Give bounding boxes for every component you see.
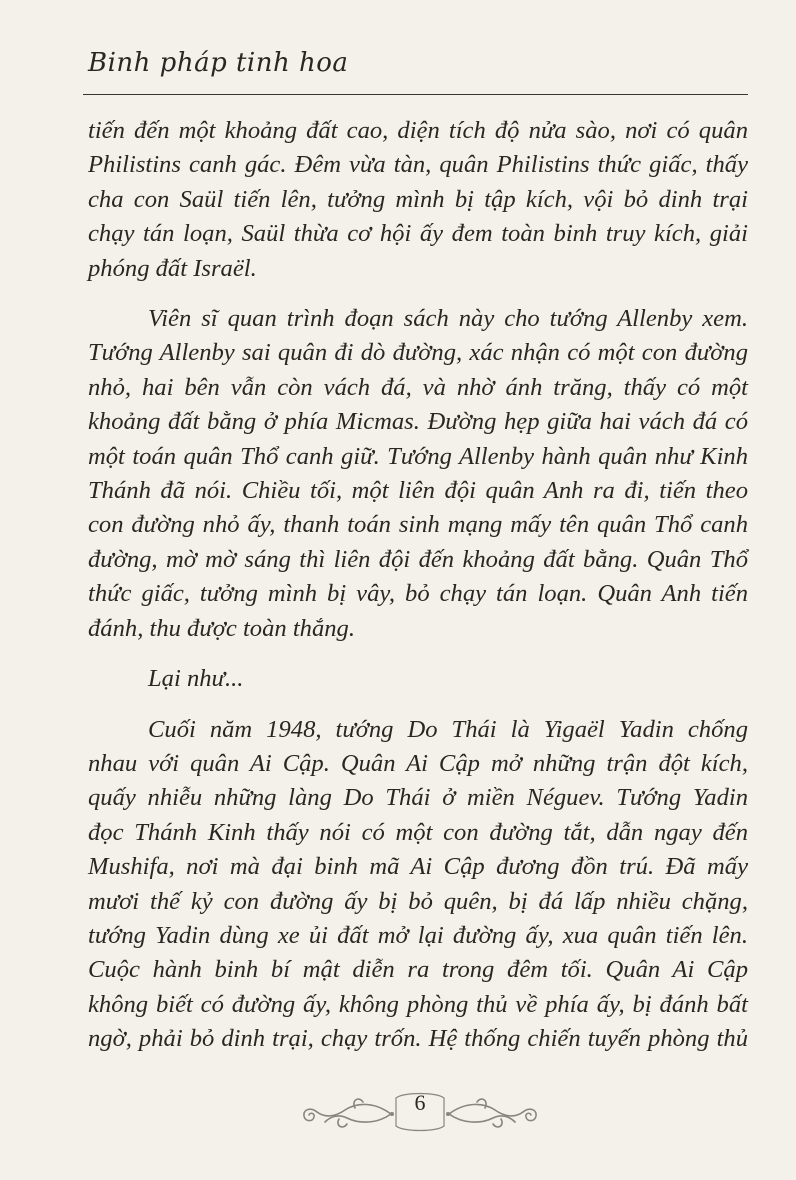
text-line: Tướng Allenby sai quân đi dò đường, xác nhận có một con đường — [88, 339, 748, 367]
text-line: một toán quân Thổ canh giữ. Tướng Allenby hành quân như Kinh — [88, 442, 748, 470]
header-rule — [83, 94, 748, 95]
paragraph — [88, 713, 748, 1057]
text-line: Viên sĩ quan trình đoạn sách này cho tướng Allenby xem. — [148, 305, 748, 333]
text-line: Philistins canh gác. Đêm vừa tàn, quân Philistins thức giấc, thấy — [88, 151, 748, 179]
text-line: Cuối năm 1948, tướng Do Thái là Yigaël Yadin chống — [148, 715, 748, 743]
text-line: quấy nhiễu những làng Do Thái ở miền Néguev. Tướng Yadin — [88, 784, 748, 812]
text-line: tiến đến một khoảng đất cao, diện tích độ nửa sào, nơi có quân — [88, 117, 748, 144]
body-text — [88, 114, 748, 1073]
text-line: đường, mờ mờ sáng thì liên đội đến khoảng đất bằng. Quân Thổ — [88, 545, 748, 573]
paragraph — [88, 302, 748, 646]
text-line: đọc Thánh Kinh thấy nói có một con đường tắt, dẫn ngay đến — [88, 818, 748, 846]
running-header-title: Binh pháp tinh hoa — [88, 48, 349, 78]
paragraph — [88, 114, 748, 286]
page-number: 6 — [414, 1090, 426, 1115]
text-line: thức giấc, tưởng mình bị vây, bỏ chạy tán loạn. Quân Anh tiến — [88, 580, 748, 608]
text-line: khoảng đất bằng ở phía Micmas. Đường hẹp giữa hai vách đá có — [88, 408, 748, 436]
text-line: phóng đất Israël. — [88, 254, 257, 282]
text-line: cha con Saül tiến lên, tưởng mình bị tập kích, vội bỏ dinh trại — [88, 185, 748, 213]
text-line: nhau với quân Ai Cập. Quân Ai Cập mở những trận đột kích, — [88, 749, 748, 777]
text-line: mươi thế kỷ con đường ấy bị bỏ quên, bị đá lấp nhiều chặng, — [88, 887, 748, 915]
paragraph — [88, 662, 748, 696]
text-line: Cuộc hành binh bí mật diễn ra trong đêm tối. Quân Ai Cập — [88, 956, 748, 984]
text-line: nhỏ, hai bên vẫn còn vách đá, và nhờ ánh trăng, thấy có một — [88, 373, 748, 401]
text-line: không biết có đường ấy, không phòng thủ về phía ấy, bị đánh bất — [88, 990, 748, 1018]
text-line: đánh, thu được toàn thắng. — [88, 614, 356, 642]
text-line: Lại như... — [148, 665, 244, 693]
text-line: tướng Yadin dùng xe ủi đất mở lại đường ấy, xua quân tiến lên. — [88, 921, 748, 949]
text-line: Thánh đã nói. Chiều tối, một liên đội quân Anh ra đi, tiến theo — [88, 477, 748, 505]
text-line: con đường nhỏ ấy, thanh toán sinh mạng mấy tên quân Thổ canh — [88, 511, 748, 539]
text-line: ngờ, phải bỏ dinh trại, chạy trốn. Hệ thống chiến tuyến phòng thủ — [88, 1025, 748, 1053]
text-line: chạy tán loạn, Saül thừa cơ hội ấy đem toàn binh truy kích, giải — [88, 220, 748, 248]
text-line: Mushifa, nơi mà đại binh mã Ai Cập đương đồn trú. Đã mấy — [88, 853, 748, 881]
